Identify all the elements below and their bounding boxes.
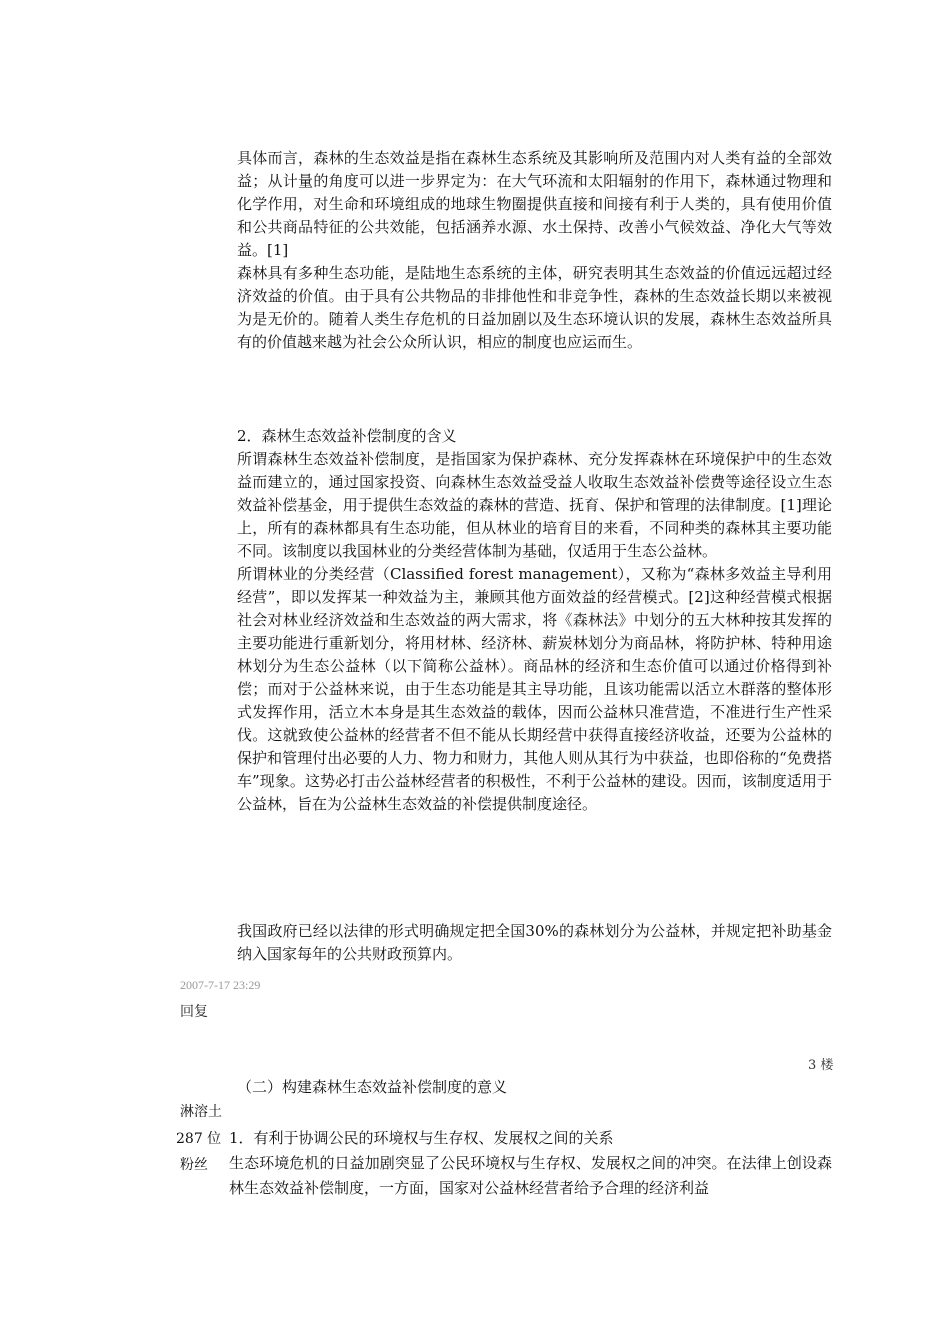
post-body-section-3 [237,920,832,966]
post-body [237,147,832,354]
list-item-heading: 1．有利于协调公民的环境权与生存权、发展权之间的关系 [229,1129,614,1147]
post-timestamp: 2007-7-17 23:29 [180,978,261,992]
reply-link[interactable]: 回复 [180,1004,208,1020]
user-fans: 粉丝 [180,1157,208,1173]
paragraph: 森林具有多种生态功能，是陆地生态系统的主体，研究表明其生态效益的价值远远超过经济效益的价值。由于具有公共物品的非排他性和非竞争性，森林的生态效益长期以来被视为是无价的。随着人类生存危机的日益加剧以及生态环境认识的发展，森林生态效益所具有的价值越来越为社会公众所认识，相应的制度也应运而生。 [237,264,832,351]
user-rank: 287 位 [176,1131,222,1147]
paragraph: 所谓森林生态效益补偿制度，是指国家为保护森林、充分发挥森林在环境保护中的生态效益而建立的，通过国家投资、向森林生态效益受益人收取生态效益补偿费等途径设立生态效益补偿基金，用于提供生态效益的森林的营造、抚育、保护和管理的法律制度。[1]理论上，所有的森林都具有生态功能，但从林业的培育目的来看，不同种类的森林其主要功能不同。该制度以我国林业的分类经营体制为基础，仅适用于生态公益林。 [237,450,832,560]
section-heading: 2．森林生态效益补偿制度的含义 [237,427,457,445]
paragraph: 具体而言，森林的生态效益是指在森林生态系统及其影响所及范围内对人类有益的全部效益；从计量的角度可以进一步界定为：在大气环流和太阳辐射的作用下，森林通过物理和化学作用，对生命和环境组成的地球生物圈提供直接和间接有利于人类的，具有使用价值和公共商品特征的公共效能，包括涵养水源、水土保持、改善小气候效益、净化大气等效益。[1] [237,149,832,259]
post-body-section-2 [237,425,832,816]
section-title: （二）构建森林生态效益补偿制度的意义 [237,1078,508,1096]
paragraph: 所谓林业的分类经营（Classified forest management），又称为“森林多效益主导利用经营”，即以发挥某一种效益为主，兼顾其他方面效益的经营模式。[2]这种经营模式根据社会对林业经济效益和生态效益的两大需求，将《森林法》中划分的五大林种按其发挥的主要功能进行重新划分，将用材林、经济林、薪炭林划分为商品林，将防护林、特种用途林划分为生态公益林（以下简称公益林）。商品林的经济和生态价值可以通过价格得到补偿；而对于公益林来说，由于生态功能是其主导功能，且该功能需以活立木群落的整体形式发挥作用，活立木本身是其生态效益的载体，因而公益林只准营造，不准进行生产性采伐。这就致使公益林的经营者不但不能从长期经营中获得直接经济收益，还要为公益林的保护和管理付出必要的人力、物力和财力，其他人则从其行为中获益，也即俗称的“免费搭车”现象。这势必打击公益林经营者的积极性，不利于公益林的建设。因而，该制度适用于公益林，旨在为公益林生态效益的补偿提供制度途径。 [237,565,832,813]
paragraph: 我国政府已经以法律的形式明确规定把全国30%的森林划分为公益林，并规定把补助基金纳入国家每年的公共财政预算内。 [237,922,833,963]
floor-number: 3 楼 [808,1058,834,1073]
next-post-body [229,1126,832,1201]
username[interactable]: 淋溶土 [180,1104,222,1120]
paragraph: 生态环境危机的日益加剧突显了公民环境权与生存权、发展权之间的冲突。在法律上创设森林生态效益补偿制度，一方面，国家对公益林经营者给予合理的经济利益 [229,1154,832,1197]
